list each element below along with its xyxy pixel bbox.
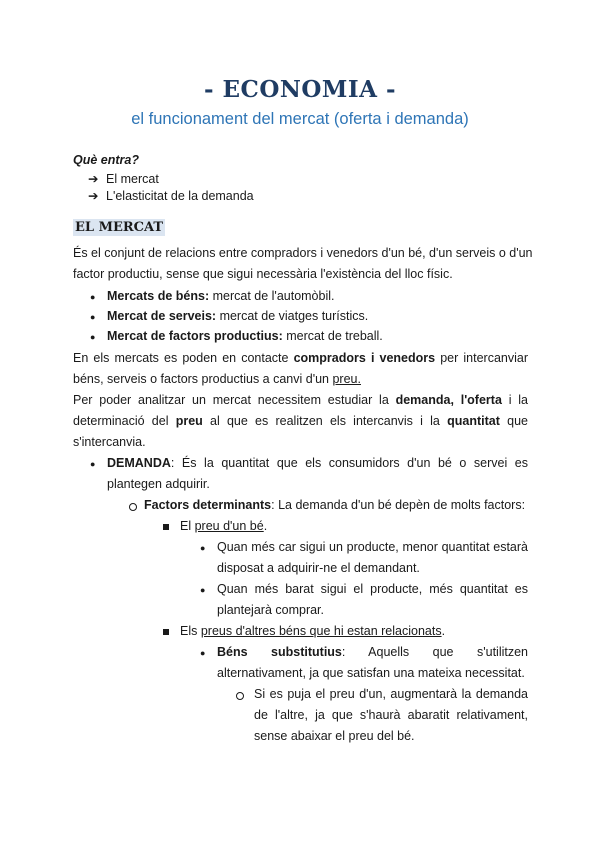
square-bullet-icon xyxy=(163,629,169,635)
arrow-right-icon: ➔ xyxy=(88,172,99,186)
paragraph-line: béns, serveis o factors productius a canvi d'un preu. xyxy=(73,372,361,386)
list-item: disposat a adquirir-ne el demandant. xyxy=(217,561,420,575)
toc-item: ➔ El mercat xyxy=(88,172,159,186)
list-item: sense abaixar el preu del bé. xyxy=(254,729,415,743)
list-item: plantejarà comprar. xyxy=(217,603,325,617)
list-item: Mercat de factors productius: mercat de treball. xyxy=(107,329,383,343)
list-item: Béns substitutius: Aquells que s'utilitzen xyxy=(217,645,528,659)
arrow-right-icon: ➔ xyxy=(88,189,99,203)
list-item: Factors determinants: La demanda d'un bé depèn de molts factors: xyxy=(144,498,526,512)
circle-bullet-icon xyxy=(236,692,244,700)
paragraph-line: Per poder analitzar un mercat necessitem estudiar la demanda, l'oferta i la xyxy=(73,393,529,407)
square-bullet-icon xyxy=(163,524,169,530)
list-item: de l'altre, ja que s'haurà abaratit relativament, xyxy=(254,708,528,722)
page-title: - ECONOMIA - xyxy=(203,76,397,103)
list-item: Quan més car sigui un producte, menor quantitat estarà xyxy=(217,540,528,554)
page-subtitle: el funcionament del mercat (oferta i demanda) xyxy=(131,110,469,128)
paragraph-line: En els mercats es poden en contacte compradors i venedors per intercanviar xyxy=(73,351,529,365)
bullet-icon: ● xyxy=(90,292,96,302)
paragraph-intro-line: És el conjunt de relacions entre compradors i venedors d'un bé, d'un serveis o d'un xyxy=(73,246,533,260)
list-item: El preu d'un bé. xyxy=(180,519,268,533)
list-item: Quan més barat sigui el producte, més quantitat es xyxy=(217,582,528,596)
bullet-icon: ● xyxy=(200,543,206,553)
paragraph-line: s'intercanvia. xyxy=(73,435,146,449)
list-item: Mercats de béns: mercat de l'automòbil. xyxy=(107,289,335,303)
toc-item: ➔ L'elasticitat de la demanda xyxy=(88,189,254,203)
bullet-icon: ● xyxy=(200,585,206,595)
demanda-definition: plantegen adquirir. xyxy=(107,477,210,491)
list-item: Si es puja el preu d'un, augmentarà la demanda xyxy=(254,687,528,701)
toc-heading: Què entra? xyxy=(73,153,139,167)
section-heading: EL MERCAT xyxy=(75,220,164,235)
paragraph-intro-line: factor productiu, sense que sigui necessària l'existència del lloc físic. xyxy=(73,267,453,281)
circle-bullet-icon xyxy=(129,503,137,511)
bullet-icon: ● xyxy=(90,312,96,322)
list-item: alternativament, ja que satisfan una mateixa necessitat. xyxy=(217,666,525,680)
list-item: Els preus d'altres béns que hi estan relacionats. xyxy=(180,624,446,638)
bullet-icon: ● xyxy=(200,648,206,658)
bullet-icon: ● xyxy=(90,332,96,342)
bullet-icon: ● xyxy=(90,459,96,469)
demanda-definition: DEMANDA: És la quantitat que els consumidors d'un bé o servei es xyxy=(107,456,528,470)
list-item: Mercat de serveis: mercat de viatges turístics. xyxy=(107,309,369,323)
paragraph-line: determinació del preu al que es realitzen els intercanvis i la quantitat que xyxy=(73,414,528,428)
